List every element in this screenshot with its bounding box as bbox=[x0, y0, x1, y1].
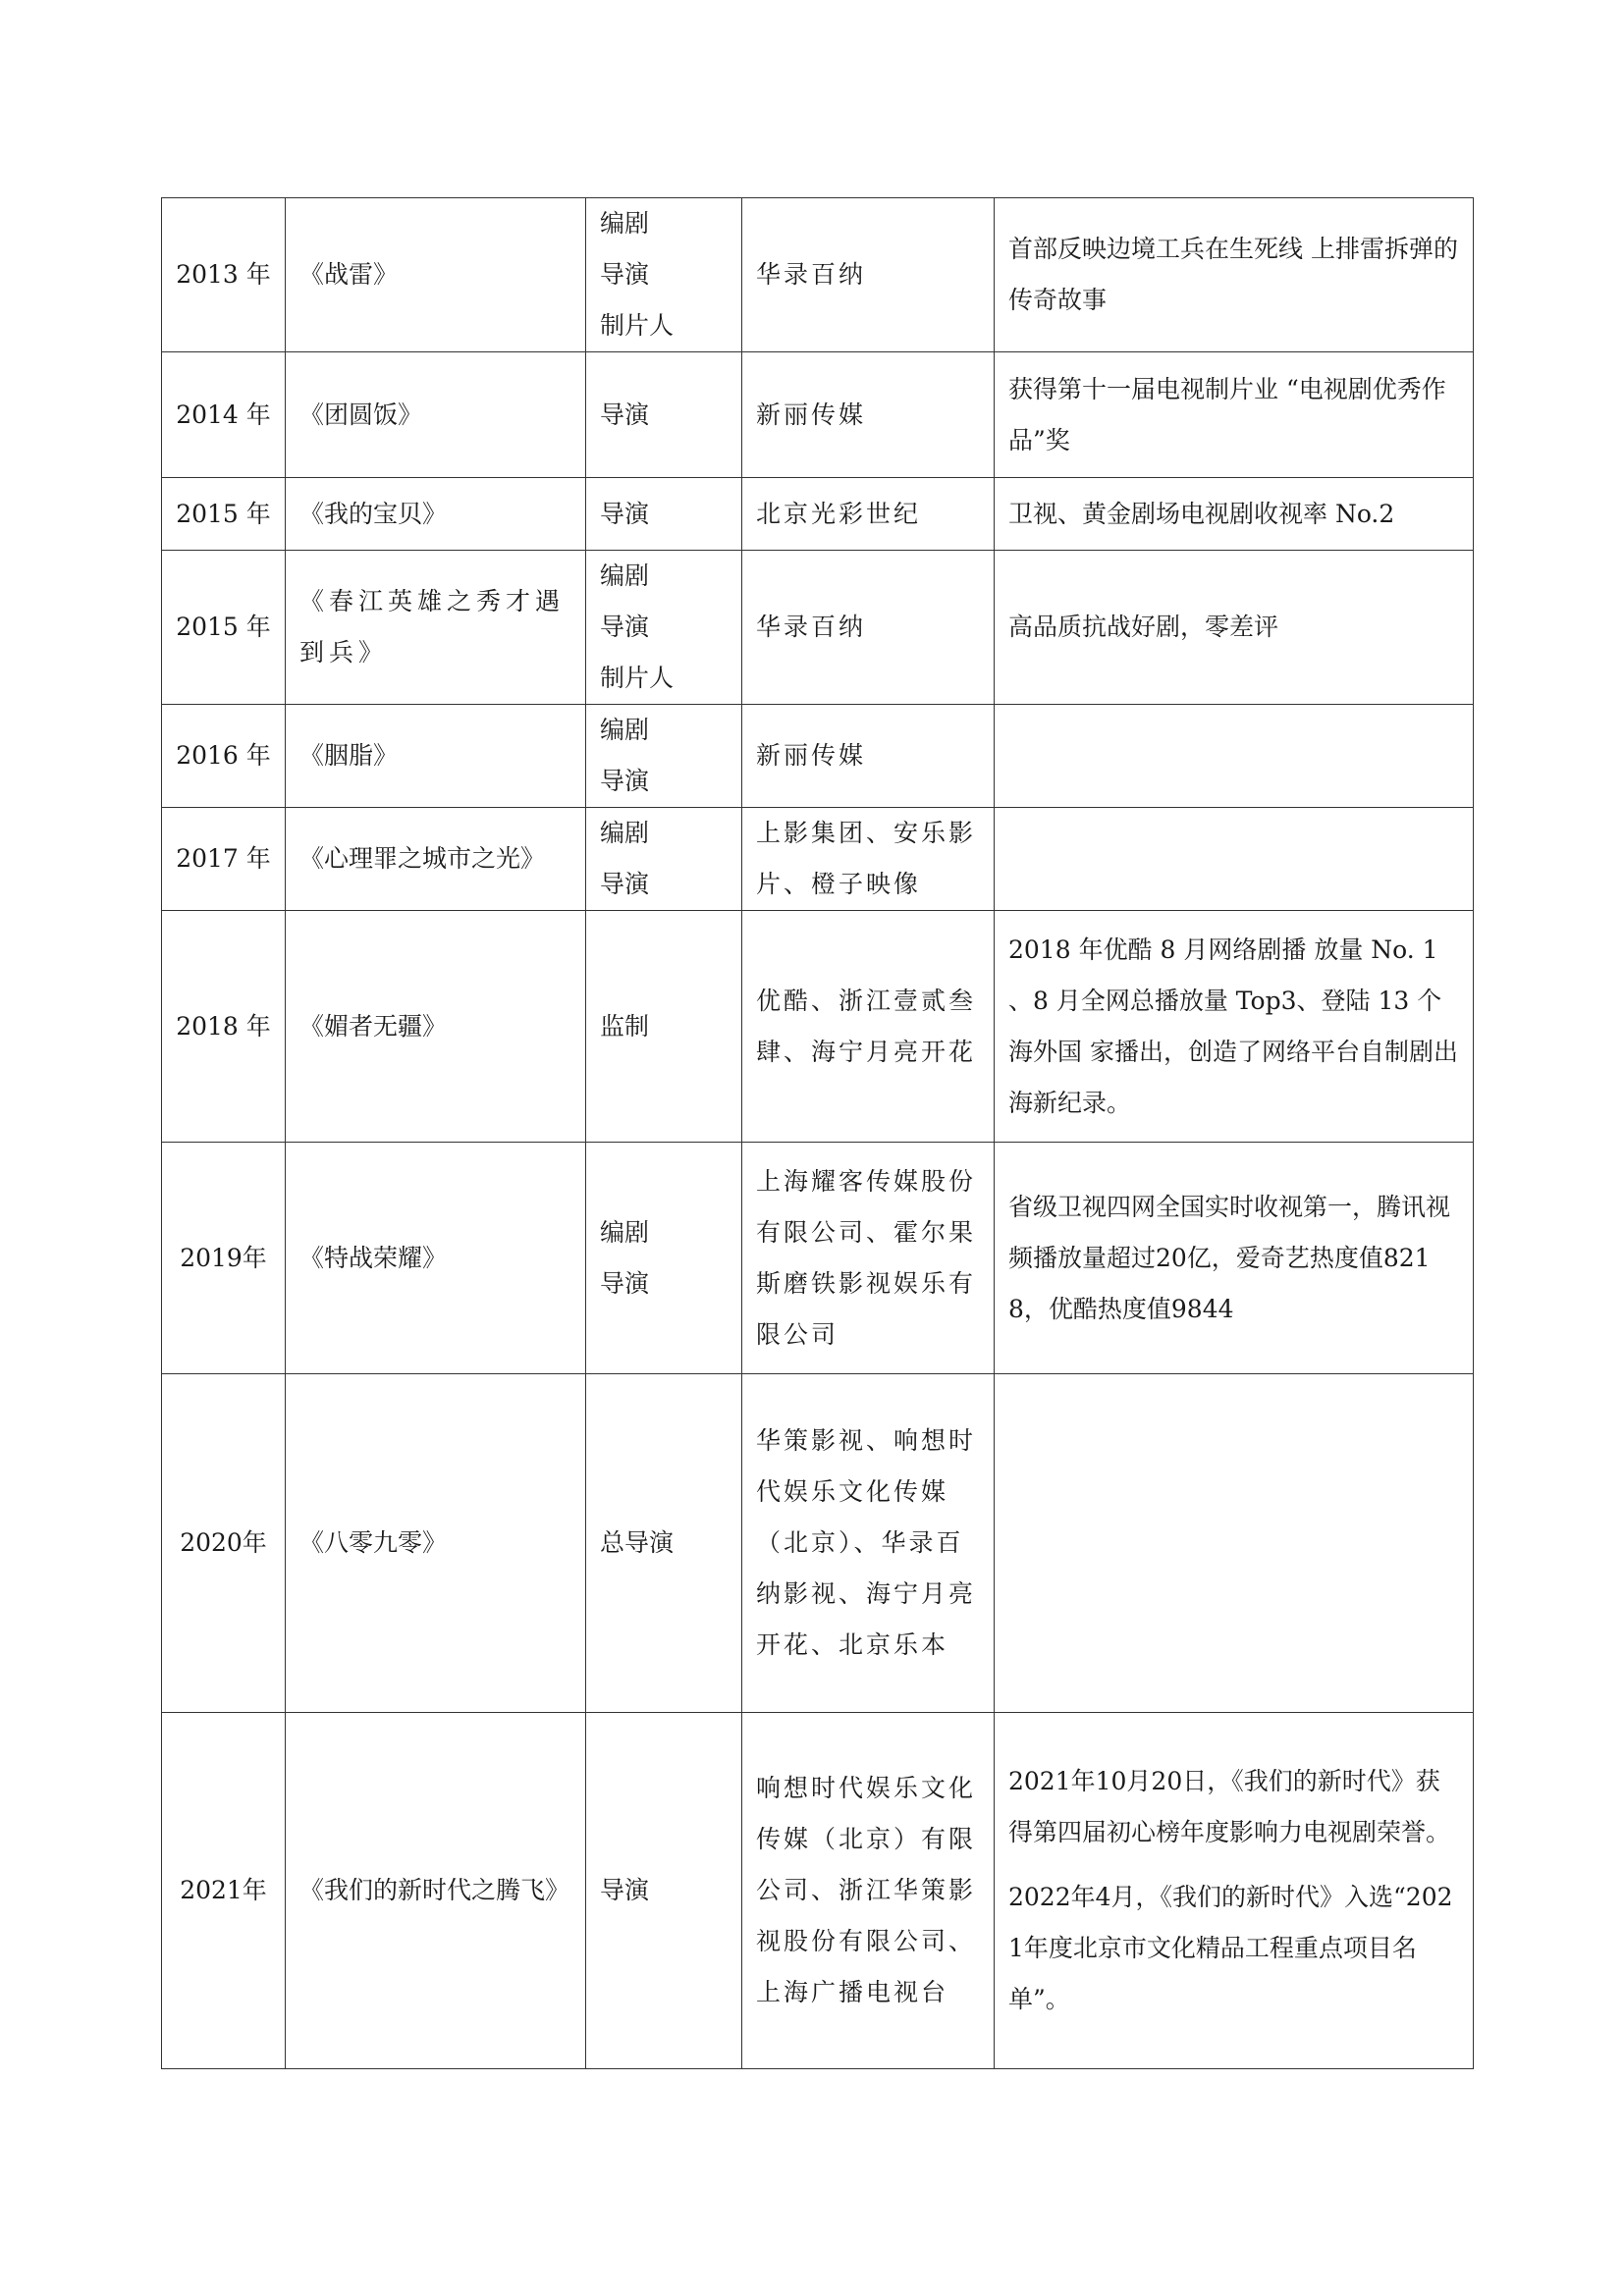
note-text: 高品质抗战好剧，零差评 bbox=[1008, 613, 1279, 641]
title-cell: 《胭脂》 bbox=[286, 705, 586, 808]
year-cell: 2018 年 bbox=[162, 911, 286, 1143]
table-row bbox=[162, 1143, 1474, 1374]
role-cell bbox=[586, 1374, 742, 1713]
table-row bbox=[162, 551, 1474, 705]
title-cell: 《团圆饭》 bbox=[286, 352, 586, 478]
note-cell bbox=[995, 1713, 1474, 2069]
role-line: 导演 bbox=[600, 870, 650, 898]
role-line: 制片人 bbox=[600, 311, 675, 340]
paragraph-gap bbox=[1008, 1858, 1459, 1872]
note-cell bbox=[995, 1143, 1474, 1374]
company-cell: 新丽传媒 bbox=[742, 705, 995, 808]
role-line: 编剧 bbox=[600, 561, 650, 590]
table-row bbox=[162, 808, 1474, 911]
table-row bbox=[162, 478, 1474, 551]
note-cell bbox=[995, 198, 1474, 352]
note-text: 2018 年优酷 8 月网络剧播 放量 No. 1 、8 月全网总播放量 Top3、登陆 13 个海外国 家播出，创造了网络平台自制剧出海新纪录。 bbox=[1008, 934, 1458, 1117]
note-text: 省级卫视四网全国实时收视第一，腾讯视频播放量超过20亿，爱奇艺热度值8218，优酷热度值9844 bbox=[1008, 1192, 1451, 1323]
note-text: 获得第十一届电视制片业 “电视剧优秀作品”奖 bbox=[1008, 374, 1446, 454]
note-cell bbox=[995, 478, 1474, 551]
role-cell bbox=[586, 911, 742, 1143]
table-row bbox=[162, 1374, 1474, 1713]
role-line: 编剧 bbox=[600, 209, 650, 238]
role-cell bbox=[586, 1143, 742, 1374]
table-row bbox=[162, 705, 1474, 808]
role-line: 导演 bbox=[600, 1876, 650, 1904]
company-cell: 华录百纳 bbox=[742, 198, 995, 352]
note-text: 首部反映边境工兵在生死线 上排雷拆弹的传奇故事 bbox=[1008, 235, 1458, 314]
title-cell bbox=[286, 551, 586, 705]
title-cell: 《媚者无疆》 bbox=[286, 911, 586, 1143]
role-cell bbox=[586, 478, 742, 551]
note-cell bbox=[995, 352, 1474, 478]
company-text: 上影集团、安乐影片、橙子映像 bbox=[756, 819, 977, 898]
table-row bbox=[162, 198, 1474, 352]
title-cell: 《特战荣耀》 bbox=[286, 1143, 586, 1374]
role-line: 导演 bbox=[600, 400, 650, 429]
table-row bbox=[162, 911, 1474, 1143]
role-line: 总导演 bbox=[600, 1528, 675, 1557]
note-cell bbox=[995, 911, 1474, 1143]
works-table bbox=[161, 197, 1474, 2069]
role-line: 监制 bbox=[600, 1011, 650, 1041]
company-cell bbox=[742, 911, 995, 1143]
role-cell bbox=[586, 352, 742, 478]
title-text: 《春江英雄之秀才遇到兵》 bbox=[299, 587, 566, 667]
role-line: 导演 bbox=[600, 613, 650, 641]
company-cell bbox=[742, 1143, 995, 1374]
role-line: 制片人 bbox=[600, 664, 675, 692]
role-cell bbox=[586, 198, 742, 352]
role-line: 导演 bbox=[600, 1268, 650, 1298]
role-line: 编剧 bbox=[600, 716, 650, 744]
role-cell bbox=[586, 551, 742, 705]
company-text: 上海耀客传媒股份有限公司、霍尔果斯磨铁影视娱乐有限公司 bbox=[756, 1166, 977, 1349]
company-cell bbox=[742, 1374, 995, 1713]
role-line: 编剧 bbox=[600, 1217, 650, 1247]
title-cell: 《我们的新时代之腾飞》 bbox=[286, 1713, 586, 2069]
role-cell bbox=[586, 808, 742, 911]
note-cell bbox=[995, 1374, 1474, 1713]
role-cell bbox=[586, 705, 742, 808]
note-text: 卫视、黄金剧场电视剧收视率 No.2 bbox=[1008, 499, 1395, 528]
company-text: 华策影视、响想时代娱乐文化传媒（北京）、华录百纳影视、海宁月亮开花、北京乐本 bbox=[756, 1426, 977, 1659]
note-cell bbox=[995, 551, 1474, 705]
year-cell: 2017 年 bbox=[162, 808, 286, 911]
year-cell: 2021年 bbox=[162, 1713, 286, 2069]
year-cell: 2019年 bbox=[162, 1143, 286, 1374]
year-cell: 2013 年 bbox=[162, 198, 286, 352]
year-cell: 2015 年 bbox=[162, 551, 286, 705]
company-cell bbox=[742, 808, 995, 911]
note-cell bbox=[995, 808, 1474, 911]
year-cell: 2016 年 bbox=[162, 705, 286, 808]
role-line: 导演 bbox=[600, 767, 650, 795]
table-row bbox=[162, 1713, 1474, 2069]
title-cell: 《战雷》 bbox=[286, 198, 586, 352]
title-cell: 《我的宝贝》 bbox=[286, 478, 586, 551]
company-text: 优酷、浙江壹贰叁 肆、海宁月亮开花 bbox=[756, 986, 977, 1066]
company-cell: 北京光彩世纪 bbox=[742, 478, 995, 551]
company-text: 响想时代娱乐文化传媒（北京）有限公司、浙江华策影视股份有限公司、上海广播电视台 bbox=[756, 1774, 977, 2006]
note-text: 2021年10月20日，《我们的新时代》获得第四届初心榜年度影响力电视剧荣誉。 bbox=[1008, 1767, 1451, 1846]
company-cell: 新丽传媒 bbox=[742, 352, 995, 478]
role-line: 编剧 bbox=[600, 819, 650, 847]
role-line: 导演 bbox=[600, 260, 650, 289]
note-cell bbox=[995, 705, 1474, 808]
company-cell: 华录百纳 bbox=[742, 551, 995, 705]
table-row bbox=[162, 352, 1474, 478]
title-cell: 《心理罪之城市之光》 bbox=[286, 808, 586, 911]
title-cell: 《八零九零》 bbox=[286, 1374, 586, 1713]
role-line: 导演 bbox=[600, 499, 650, 528]
year-cell: 2014 年 bbox=[162, 352, 286, 478]
year-cell: 2015 年 bbox=[162, 478, 286, 551]
company-cell bbox=[742, 1713, 995, 2069]
role-cell bbox=[586, 1713, 742, 2069]
year-cell: 2020年 bbox=[162, 1374, 286, 1713]
note-text: 2022年4月，《我们的新时代》入选“2021年度北京市文化精品工程重点项目名单”。 bbox=[1008, 1883, 1453, 2013]
